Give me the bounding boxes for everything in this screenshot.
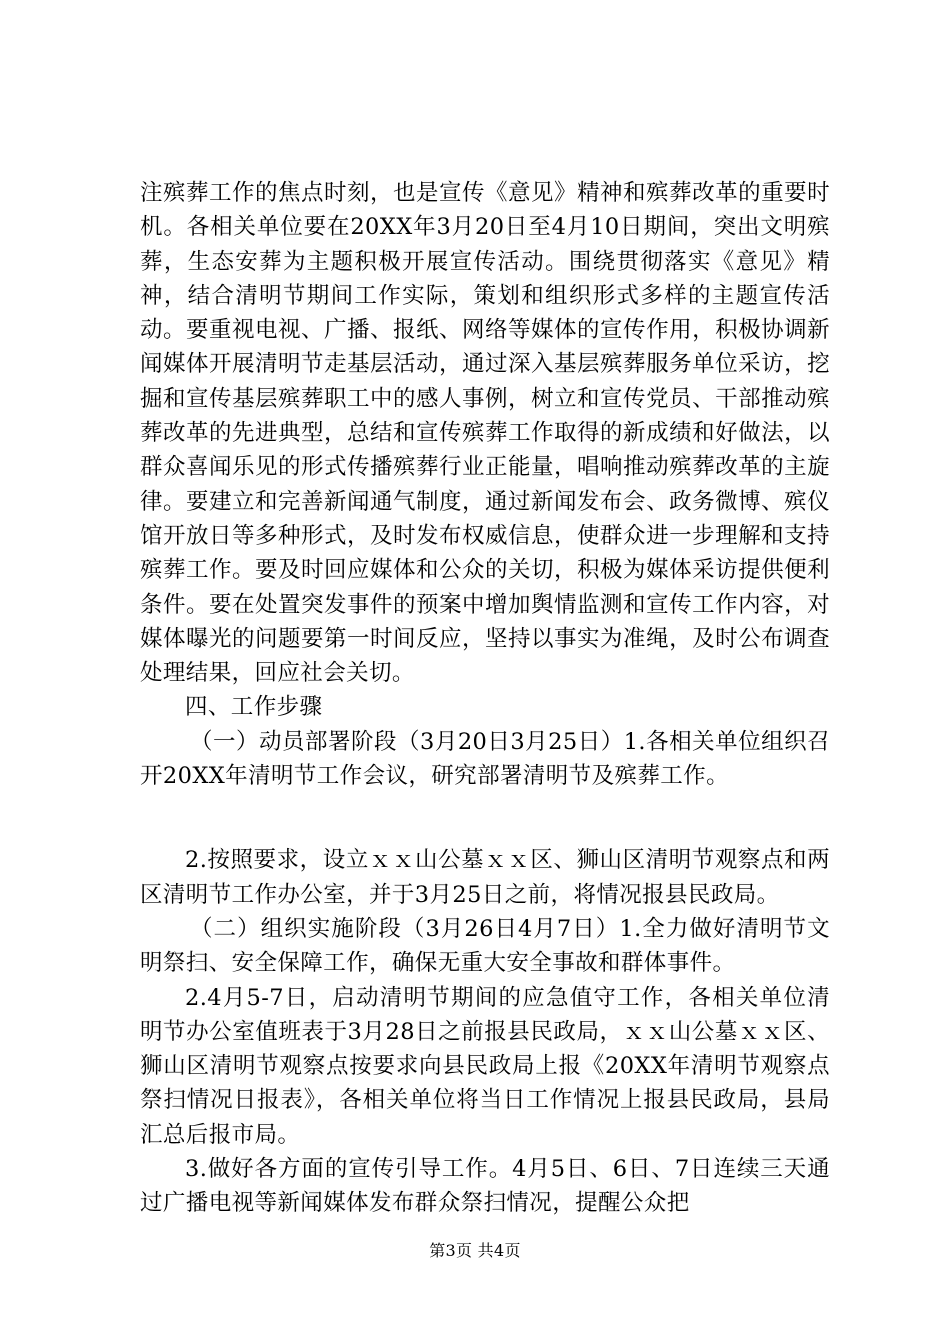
paragraph-publicity-guidance: 3.做好各方面的宣传引导工作。4月5日、6日、7日连续三天通过广播电视等新闻媒体发布群众祭扫情况，提醒公众把 [140,1156,830,1217]
paragraph-phase-mobilization: （一）动员部署阶段（3月20日3月25日）1.各相关单位组织召开20XX年清明节工作会议，研究部署清明节及殡葬工作。 [140,728,830,790]
paragraph-phase-implementation: （二）组织实施阶段（3月26日4月7日）1.全力做好清明节文明祭扫、安全保障工作，确保无重大安全事故和群体事件。 [140,915,830,977]
paragraph-publicity: 注殡葬工作的焦点时刻，也是宣传《意见》精神和殡葬改革的重要时机。各相关单位要在20XX年3月20日至4月10日期间，突出文明殡葬，生态安葬为主题积极开展宣传活动。围绕贯彻落实《意见》精神，结合清明节期间工作实际，策划和组织形式多样的主题宣传活动。要重视电视、广播、报纸、网络等媒体的宣传作用，积极协调新闻媒体开展清明节走基层活动，通过深入基层殡葬服务单位采访，挖掘和宣传基层殡葬职工中的感人事例，树立和宣传党员、干部推动殡葬改革的先进典型，总结和宣传殡葬工作取得的新成绩和好做法，以群众喜闻乐见的形式传播殡葬行业正能量，唱响推动殡葬改革的主旋律。要建立和完善新闻通气制度，通过新闻发布会、政务微博、殡仪馆开放日等多种形式，及时发布权威信息，使群众进一步理解和支持殡葬工作。要及时回应媒体和公众的关切，积极为媒体采访提供便利条件。要在处置突发事件的预案中增加舆情监测和宣传工作内容，对媒体曝光的问题要第一时间反应，坚持以事实为准绳，及时公布调查处理结果，回应社会关切。 [140,180,830,687]
paragraph-emergency-duty: 2.4月5-7日，启动清明节期间的应急值守工作，各相关单位清明节办公室值班表于3月28日之前报县民政局，ｘｘ山公墓ｘｘ区、狮山区清明节观察点按要求向县民政局上报《20XX年清明节观察点祭扫情况日报表》，各相关单位将当日工作情况上报县民政局，县局汇总后报市局。 [140,984,830,1148]
section-heading-work-steps: 四、工作步骤 [185,694,323,721]
page-number-footer: 第3页 共4页 [429,1241,521,1260]
document-body [140,176,830,1221]
paragraph-observation-points: 2.按照要求，设立ｘｘ山公墓ｘｘ区、狮山区清明节观察点和两区清明节工作办公室，并于3月25日之前，将情况报县民政局。 [140,847,830,908]
